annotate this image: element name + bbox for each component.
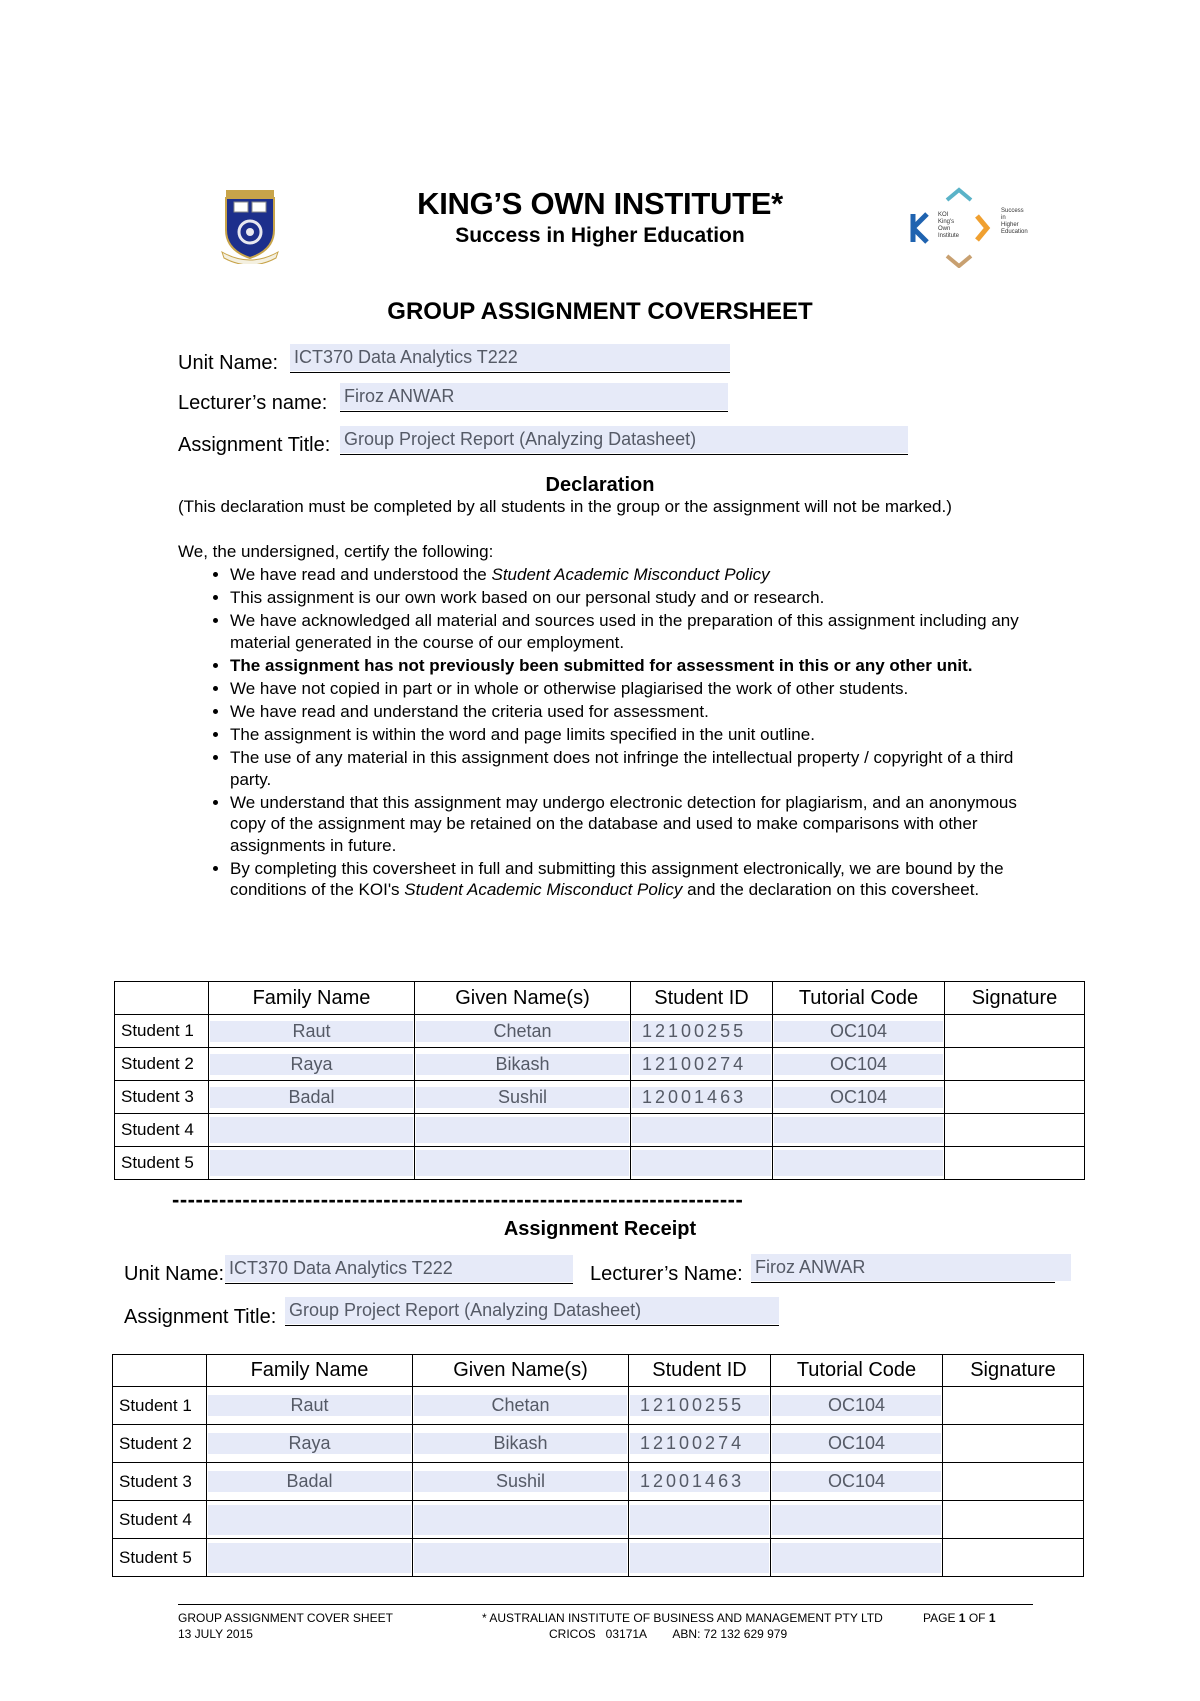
- receipt-lecturer-name-value: Firoz ANWAR: [751, 1254, 1071, 1281]
- koi-logo-side-2: in: [1001, 215, 1006, 221]
- assignment-title-value: Group Project Report (Analyzing Datasheet): [340, 426, 908, 453]
- family-name-cell[interactable]: Raya: [207, 1425, 413, 1463]
- lecturer-name-value: Firoz ANWAR: [340, 383, 728, 410]
- tutorial-code-cell[interactable]: [771, 1501, 943, 1539]
- header-student-id: Student ID: [629, 1355, 771, 1387]
- declaration-item: • We have read and understood the Student Academic Misconduct Policy: [230, 564, 1050, 586]
- given-name-cell[interactable]: Bikash: [415, 1048, 631, 1081]
- declaration-item: • The assignment has not previously been submitted for assessment in this or any other unit.: [230, 655, 1050, 677]
- header-family-name: Family Name: [209, 982, 415, 1015]
- assignment-title-label: Assignment Title:: [178, 434, 331, 456]
- footer-rule: [178, 1604, 1033, 1605]
- receipt-assignment-title-field[interactable]: [285, 1297, 779, 1326]
- lecturer-name-label: Lecturer’s name:: [178, 392, 328, 414]
- unit-name-field[interactable]: [290, 344, 730, 373]
- tutorial-code-cell[interactable]: [771, 1539, 943, 1577]
- table-header-row: [115, 982, 1085, 1015]
- table-row: [115, 1015, 1085, 1048]
- table-row: [113, 1425, 1084, 1463]
- tutorial-code-cell[interactable]: OC104: [771, 1425, 943, 1463]
- student-id-cell[interactable]: 12001463: [629, 1463, 771, 1501]
- family-name-cell[interactable]: Raut: [207, 1387, 413, 1425]
- signature-cell[interactable]: [943, 1425, 1084, 1463]
- table-row: [115, 1114, 1085, 1147]
- receipt-unit-name-field[interactable]: [225, 1255, 573, 1284]
- receipt-lecturer-name-label: Lecturer’s Name:: [590, 1263, 743, 1285]
- footer-company: * AUSTRALIAN INSTITUTE OF BUSINESS AND MANAGEMENT PTY LTD: [482, 1611, 883, 1625]
- koi-logo-side-3: Higher: [1001, 222, 1019, 228]
- header-tutorial-code: Tutorial Code: [771, 1355, 943, 1387]
- receipt-assignment-title-label: Assignment Title:: [124, 1306, 277, 1328]
- student-table: [114, 981, 1085, 1180]
- receipt-heading: Assignment Receipt: [503, 1218, 697, 1240]
- footer-doc-name: GROUP ASSIGNMENT COVER SHEET: [178, 1611, 393, 1625]
- koi-logo-side-1: Success: [1001, 208, 1024, 214]
- tutorial-code-cell[interactable]: [773, 1114, 945, 1147]
- given-name-cell[interactable]: Bikash: [413, 1425, 629, 1463]
- koi-logo-text-2: King's: [938, 219, 955, 225]
- row-label: Student 5: [113, 1539, 207, 1577]
- signature-cell[interactable]: [945, 1081, 1085, 1114]
- row-label: Student 3: [115, 1081, 209, 1114]
- given-name-cell[interactable]: [413, 1539, 629, 1577]
- table-row: [113, 1501, 1084, 1539]
- declaration-heading: Declaration: [545, 474, 655, 496]
- document-title: GROUP ASSIGNMENT COVERSHEET: [387, 298, 813, 325]
- koi-logo-side-4: Education: [1001, 229, 1028, 235]
- family-name-cell[interactable]: [209, 1147, 415, 1180]
- family-name-cell[interactable]: Badal: [209, 1081, 415, 1114]
- signature-cell[interactable]: [945, 1015, 1085, 1048]
- declaration-item: • We have not copied in part or in whole or otherwise plagiarised the work of other students.: [230, 678, 1050, 700]
- student-id-cell[interactable]: 12100274: [631, 1048, 773, 1081]
- student-id-cell[interactable]: [629, 1539, 771, 1577]
- header-given-names: Given Name(s): [413, 1355, 629, 1387]
- header-tutorial-code: Tutorial Code: [773, 982, 945, 1015]
- family-name-cell[interactable]: [207, 1539, 413, 1577]
- table-row: [113, 1463, 1084, 1501]
- tutorial-code-cell[interactable]: OC104: [771, 1463, 943, 1501]
- unit-name-value: ICT370 Data Analytics T222: [290, 344, 730, 371]
- declaration-item: • This assignment is our own work based on our personal study and or research.: [230, 587, 1050, 609]
- tutorial-code-cell[interactable]: [773, 1147, 945, 1180]
- student-id-cell[interactable]: 12001463: [631, 1081, 773, 1114]
- row-label: Student 2: [115, 1048, 209, 1081]
- given-name-cell[interactable]: Sushil: [413, 1463, 629, 1501]
- table-row: [113, 1539, 1084, 1577]
- student-id-cell[interactable]: 12100255: [629, 1387, 771, 1425]
- family-name-cell[interactable]: Raut: [209, 1015, 415, 1048]
- lecturer-name-field[interactable]: [340, 383, 728, 412]
- table-header-row: [113, 1355, 1084, 1387]
- declaration-item: • We have acknowledged all material and sources used in the preparation of this assignment including any material generated in the course of our employment.: [230, 610, 1050, 653]
- student-id-cell[interactable]: [629, 1501, 771, 1539]
- given-name-cell[interactable]: Chetan: [413, 1387, 629, 1425]
- table-row: [115, 1048, 1085, 1081]
- signature-cell[interactable]: [943, 1463, 1084, 1501]
- family-name-cell[interactable]: Badal: [207, 1463, 413, 1501]
- given-name-cell[interactable]: Chetan: [415, 1015, 631, 1048]
- declaration-item: • We have read and understand the criteria used for assessment.: [230, 701, 1050, 723]
- given-name-cell[interactable]: [415, 1147, 631, 1180]
- row-label: Student 3: [113, 1463, 207, 1501]
- koi-logo-text-3: Own: [938, 226, 951, 232]
- declaration-item: • The assignment is within the word and page limits specified in the unit outline.: [230, 724, 1050, 746]
- header-family-name: Family Name: [207, 1355, 413, 1387]
- row-label: Student 4: [113, 1501, 207, 1539]
- receipt-assignment-title-value: Group Project Report (Analyzing Datasheet): [285, 1297, 779, 1324]
- student-id-cell[interactable]: 12100274: [629, 1425, 771, 1463]
- student-id-cell[interactable]: 12100255: [631, 1015, 773, 1048]
- cut-line-separator: -------------------------------------------------------------------------: [172, 1187, 744, 1212]
- tutorial-code-cell[interactable]: OC104: [773, 1081, 945, 1114]
- given-name-cell[interactable]: [415, 1114, 631, 1147]
- table-row: [113, 1387, 1084, 1425]
- institute-crest-icon: [220, 188, 280, 264]
- signature-cell[interactable]: [943, 1539, 1084, 1577]
- row-label: Student 1: [113, 1387, 207, 1425]
- footer-date: 13 JULY 2015: [178, 1627, 253, 1641]
- tutorial-code-cell[interactable]: OC104: [773, 1015, 945, 1048]
- footer-page-number: PAGE 1 OF 1: [923, 1611, 996, 1625]
- table-row: [115, 1081, 1085, 1114]
- given-name-cell[interactable]: Sushil: [415, 1081, 631, 1114]
- family-name-cell[interactable]: Raya: [209, 1048, 415, 1081]
- tutorial-code-cell[interactable]: OC104: [771, 1387, 943, 1425]
- table-row: [115, 1147, 1085, 1180]
- header-student-id: Student ID: [631, 982, 773, 1015]
- receipt-unit-name-label: Unit Name:: [124, 1263, 225, 1285]
- header-signature: Signature: [943, 1355, 1084, 1387]
- signature-cell[interactable]: [945, 1114, 1085, 1147]
- assignment-title-field[interactable]: [340, 426, 908, 455]
- family-name-cell[interactable]: [209, 1114, 415, 1147]
- header-signature: Signature: [945, 982, 1085, 1015]
- row-label: Student 5: [115, 1147, 209, 1180]
- row-label: Student 4: [115, 1114, 209, 1147]
- declaration-intro: We, the undersigned, certify the following:: [178, 542, 494, 561]
- header-given-names: Given Name(s): [415, 982, 631, 1015]
- signature-cell[interactable]: [943, 1501, 1084, 1539]
- signature-cell[interactable]: [945, 1048, 1085, 1081]
- header-blank: [115, 982, 209, 1015]
- declaration-list: [203, 564, 1050, 902]
- signature-cell[interactable]: [945, 1147, 1085, 1180]
- koi-logo-text-1: KOI: [938, 212, 949, 218]
- signature-cell[interactable]: [943, 1387, 1084, 1425]
- unit-name-label: Unit Name:: [178, 352, 279, 374]
- koi-logo-icon: [905, 186, 1041, 268]
- institute-name: KING’S OWN INSTITUTE*: [417, 186, 783, 221]
- receipt-student-table: [112, 1354, 1084, 1577]
- tutorial-code-cell[interactable]: OC104: [773, 1048, 945, 1081]
- row-label: Student 2: [113, 1425, 207, 1463]
- declaration-note: (This declaration must be completed by all students in the group or the assignment will not be marked.): [178, 497, 952, 516]
- institute-tagline: Success in Higher Education: [455, 224, 745, 247]
- declaration-item: • The use of any material in this assignment does not infringe the intellectual property / copyright of a third party.: [230, 747, 1050, 790]
- row-label: Student 1: [115, 1015, 209, 1048]
- receipt-unit-name-value: ICT370 Data Analytics T222: [225, 1255, 573, 1282]
- receipt-lecturer-name-field[interactable]: [751, 1254, 1055, 1283]
- declaration-item: • We understand that this assignment may undergo electronic detection for plagiarism, and an anonymous copy of the assignment may be retained on the database and used to make comparisons with other assignments in future.: [230, 792, 1050, 857]
- header-blank: [113, 1355, 207, 1387]
- koi-logo-text-4: Institute: [938, 233, 960, 239]
- student-id-cell[interactable]: [631, 1147, 773, 1180]
- student-id-cell[interactable]: [631, 1114, 773, 1147]
- declaration-item: • By completing this coversheet in full and submitting this assignment electronically, we are bound by the conditions of the KOI's Student Academic Misconduct Policy and the declaration on this coversheet.: [230, 858, 1050, 901]
- footer-cricos-abn: CRICOS 03171A ABN: 72 132 629 979: [549, 1627, 788, 1641]
- family-name-cell[interactable]: [207, 1501, 413, 1539]
- given-name-cell[interactable]: [413, 1501, 629, 1539]
